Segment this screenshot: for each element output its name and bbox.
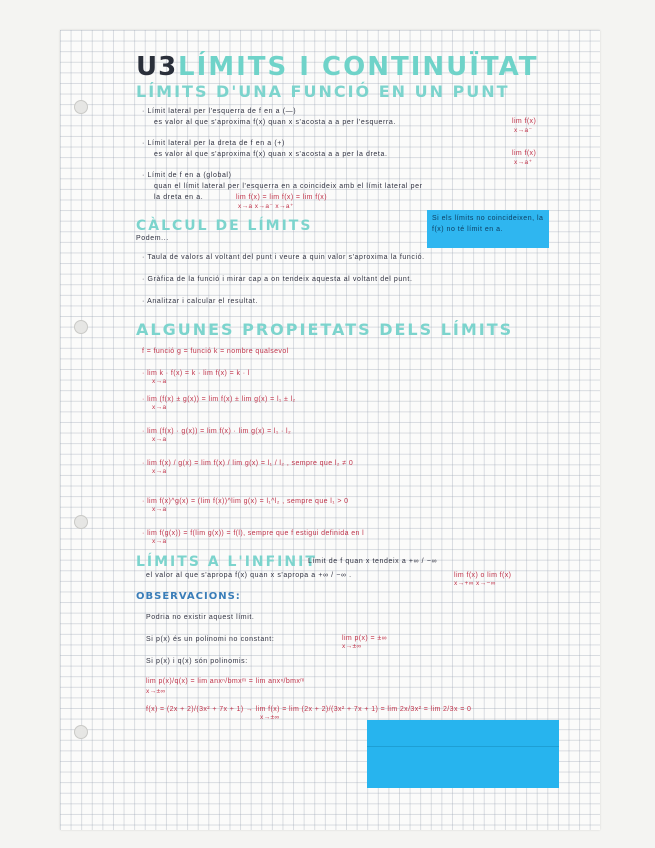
infinity-formula: lim f(x) o lim f(x) [454,572,512,579]
infinity-formula-sub: x→+∞ x→−∞ [454,580,496,587]
property-composition: · lim f(g(x)) = f(lim g(x)) = f(l), sempre que f estigui definida en l [142,530,365,537]
sticky-note-text: Si els límits no coincideixen, la f(x) no té límit en a. [432,215,544,233]
binder-hole [74,320,88,334]
properties-legend: f = funció g = funció k = nombre qualsevol [142,348,289,355]
property-sub: x→a [152,538,167,545]
binder-hole [74,515,88,529]
observation-two-polynomials: Si p(x) i q(x) són polinomis: [146,658,248,665]
observation-quotient-formula: lim p(x)/q(x) = lim anxⁿ/bmxᵐ = lim anxⁿ/bmxᵐ [146,678,305,685]
property-sum: · lim (f(x) ± g(x)) = lim f(x) ± lim g(x) = l₁ ± l₂ [142,396,296,403]
bullet-left-limit: · Límit lateral per l'esquerra de f en a (—) [142,108,297,115]
observation-polynomial-formula: lim p(x) = ±∞ [342,635,387,642]
observation-no-limit: Podria no existir aquest límit. [146,614,255,621]
infinity-subtitle: Límit de f quan x tendeix a +∞ / −∞ [308,558,438,565]
property-quotient: · lim f(x) / g(x) = lim f(x) / lim g(x) = l₁ / l₂ , sempre que l₂ ≠ 0 [142,460,354,467]
observation-polynomial: Si p(x) és un polinomi no constant: [146,636,275,643]
sticky-note [427,210,549,248]
property-sub: x→a [152,468,167,475]
page-title: LÍMITS I CONTINUÏTAT [178,52,539,82]
bullet-left-limit-desc: es valor al que s'aproxima f(x) quan x s'acosta a a per l'esquerra. [154,119,396,126]
observations-heading: OBSERVACIONS: [136,591,241,602]
calc-bullet-graph: · Gràfica de la funció i mirar cap a on tendeix aquesta al voltant del punt. [142,276,413,283]
section-heading-properties: ALGUNES PROPIETATS DELS LÍMITS [136,320,514,339]
calc-intro: Podem... [136,235,169,242]
formula-global-limit: lim f(x) = lim f(x) = lim f(x) [236,194,327,201]
bullet-right-limit: · Límit lateral per la dreta de f en a (+) [142,140,285,147]
bullet-global-limit: · Límit de f en a (global) [142,172,232,179]
binder-hole [74,725,88,739]
formula-global-limit-sub: x→a x→a⁻ x→a⁺ [238,203,294,210]
formula-left-limit-sub: x→a⁻ [514,127,533,134]
section-heading-calc: CÀLCUL DE LÍMITS [136,218,313,234]
observation-sub: x→±∞ [342,643,362,650]
property-sub: x→a [152,436,167,443]
section-heading-limits-point: LÍMITS D'UNA FUNCIÓ EN UN PUNT [136,82,510,101]
property-sub: x→a [152,506,167,513]
formula-right-limit: lim f(x) [512,150,537,157]
binder-hole [74,100,88,114]
observation-example: f(x) = (2x + 2)/(3x² + 7x + 1) → lim f(x) = lim (2x + 2)/(3x² + 7x + 1) = lim 2x/3x² = lim 2/3x = 0 [146,706,472,713]
observation-sub: x→±∞ [260,714,280,721]
observation-sub: x→±∞ [146,688,166,695]
infinity-desc: el valor al que s'apropa f(x) quan x s'apropa a +∞ / −∞ . [146,572,352,579]
property-constant: · lim k · f(x) = k · lim f(x) = k · l [142,370,250,377]
bullet-right-limit-desc: es valor al que s'aproxima f(x) quan x s'acosta a a per la dreta. [154,151,388,158]
section-heading-infinity: LÍMITS A L'INFINIT [136,554,317,570]
bullet-global-limit-desc2: la dreta en a. [154,194,204,201]
formula-right-limit-sub: x→a⁺ [514,159,533,166]
formula-left-limit: lim f(x) [512,118,537,125]
property-sub: x→a [152,378,167,385]
blue-sticky-note [367,720,559,788]
property-product: · lim (f(x) · g(x)) = lim f(x) · lim g(x) = l₁ · l₂ [142,428,292,435]
bullet-global-limit-desc: quan el límit lateral per l'esquerra en a coincideix amb el límit lateral per [154,183,423,190]
property-sub: x→a [152,404,167,411]
calc-bullet-analyze: · Analitzar i calcular el resultat. [142,298,258,305]
notebook-page [60,30,600,830]
sticky-fold-line [367,746,559,747]
property-power: · lim f(x)^g(x) = (lim f(x))^lim g(x) = l₁^l₂ , sempre que l₁ > 0 [142,498,349,505]
unit-label: U3 [136,52,178,82]
calc-bullet-table: · Taula de valors al voltant del punt i veure a quin valor s'aproxima la funció. [142,254,425,261]
